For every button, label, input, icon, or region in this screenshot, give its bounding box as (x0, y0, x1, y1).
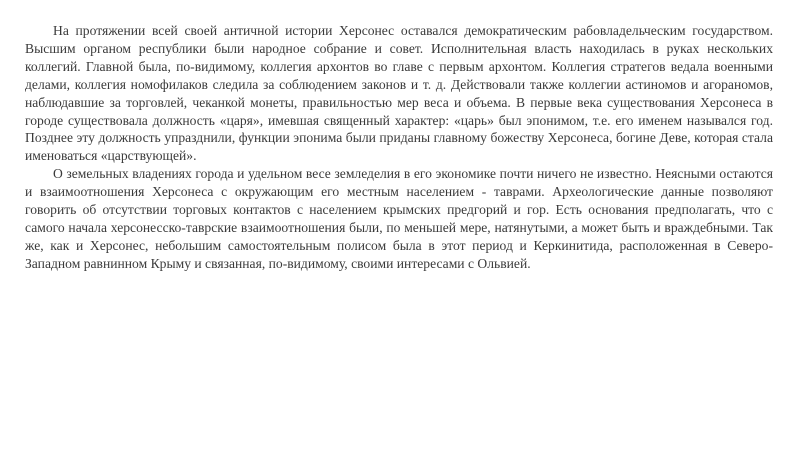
paragraph-2: О земельных владениях города и удельном весе земледелия в его экономике почти ничего не известно. Неясными остаются и взаимоотношения Херсонеса с окружающим его местным населением - таврами. Археологические данные позволяют говорить об отсутствии торговых контактов с населением крымских предгорий и гор. Есть основания предполагать, что с самого начала херсонесско-таврские взаимоотношения были, по меньшей мере, натянутыми, а может быть и враждебными. Так же, как и Херсонес, небольшим самостоятельным полисом была в этот период и Керкинитида, расположенная в Северо-Западном равнинном Крыму и связанная, по-видимому, своими интересами с Ольвией. (25, 166, 773, 271)
body-text (25, 22, 773, 273)
paragraph-1: На протяжении всей своей античной истории Херсонес оставался демократическим рабовладельческим государством. Высшим органом республики были народное собрание и совет. Исполнительная власть находилась в руках нескольких коллегий. Главной была, по-видимому, коллегия архонтов во главе с первым архонтом. Коллегия стратегов ведала военными делами, коллегия номофилаков следила за соблюдением законов и т. д. Действовали также коллегии астиномов и агораномов, наблюдавшие за торговлей, чеканкой монеты, правильностью мер веса и объема. В первые века существования Херсонеса в городе существовала должность «царя», имевшая священный характер: «царь» был эпонимом, т.е. его именем назывался год. Позднее эту должность упразднили, функции эпонима были приданы главному божеству Херсонеса, богине Деве, которая стала именоваться «царствующей». (25, 23, 773, 164)
